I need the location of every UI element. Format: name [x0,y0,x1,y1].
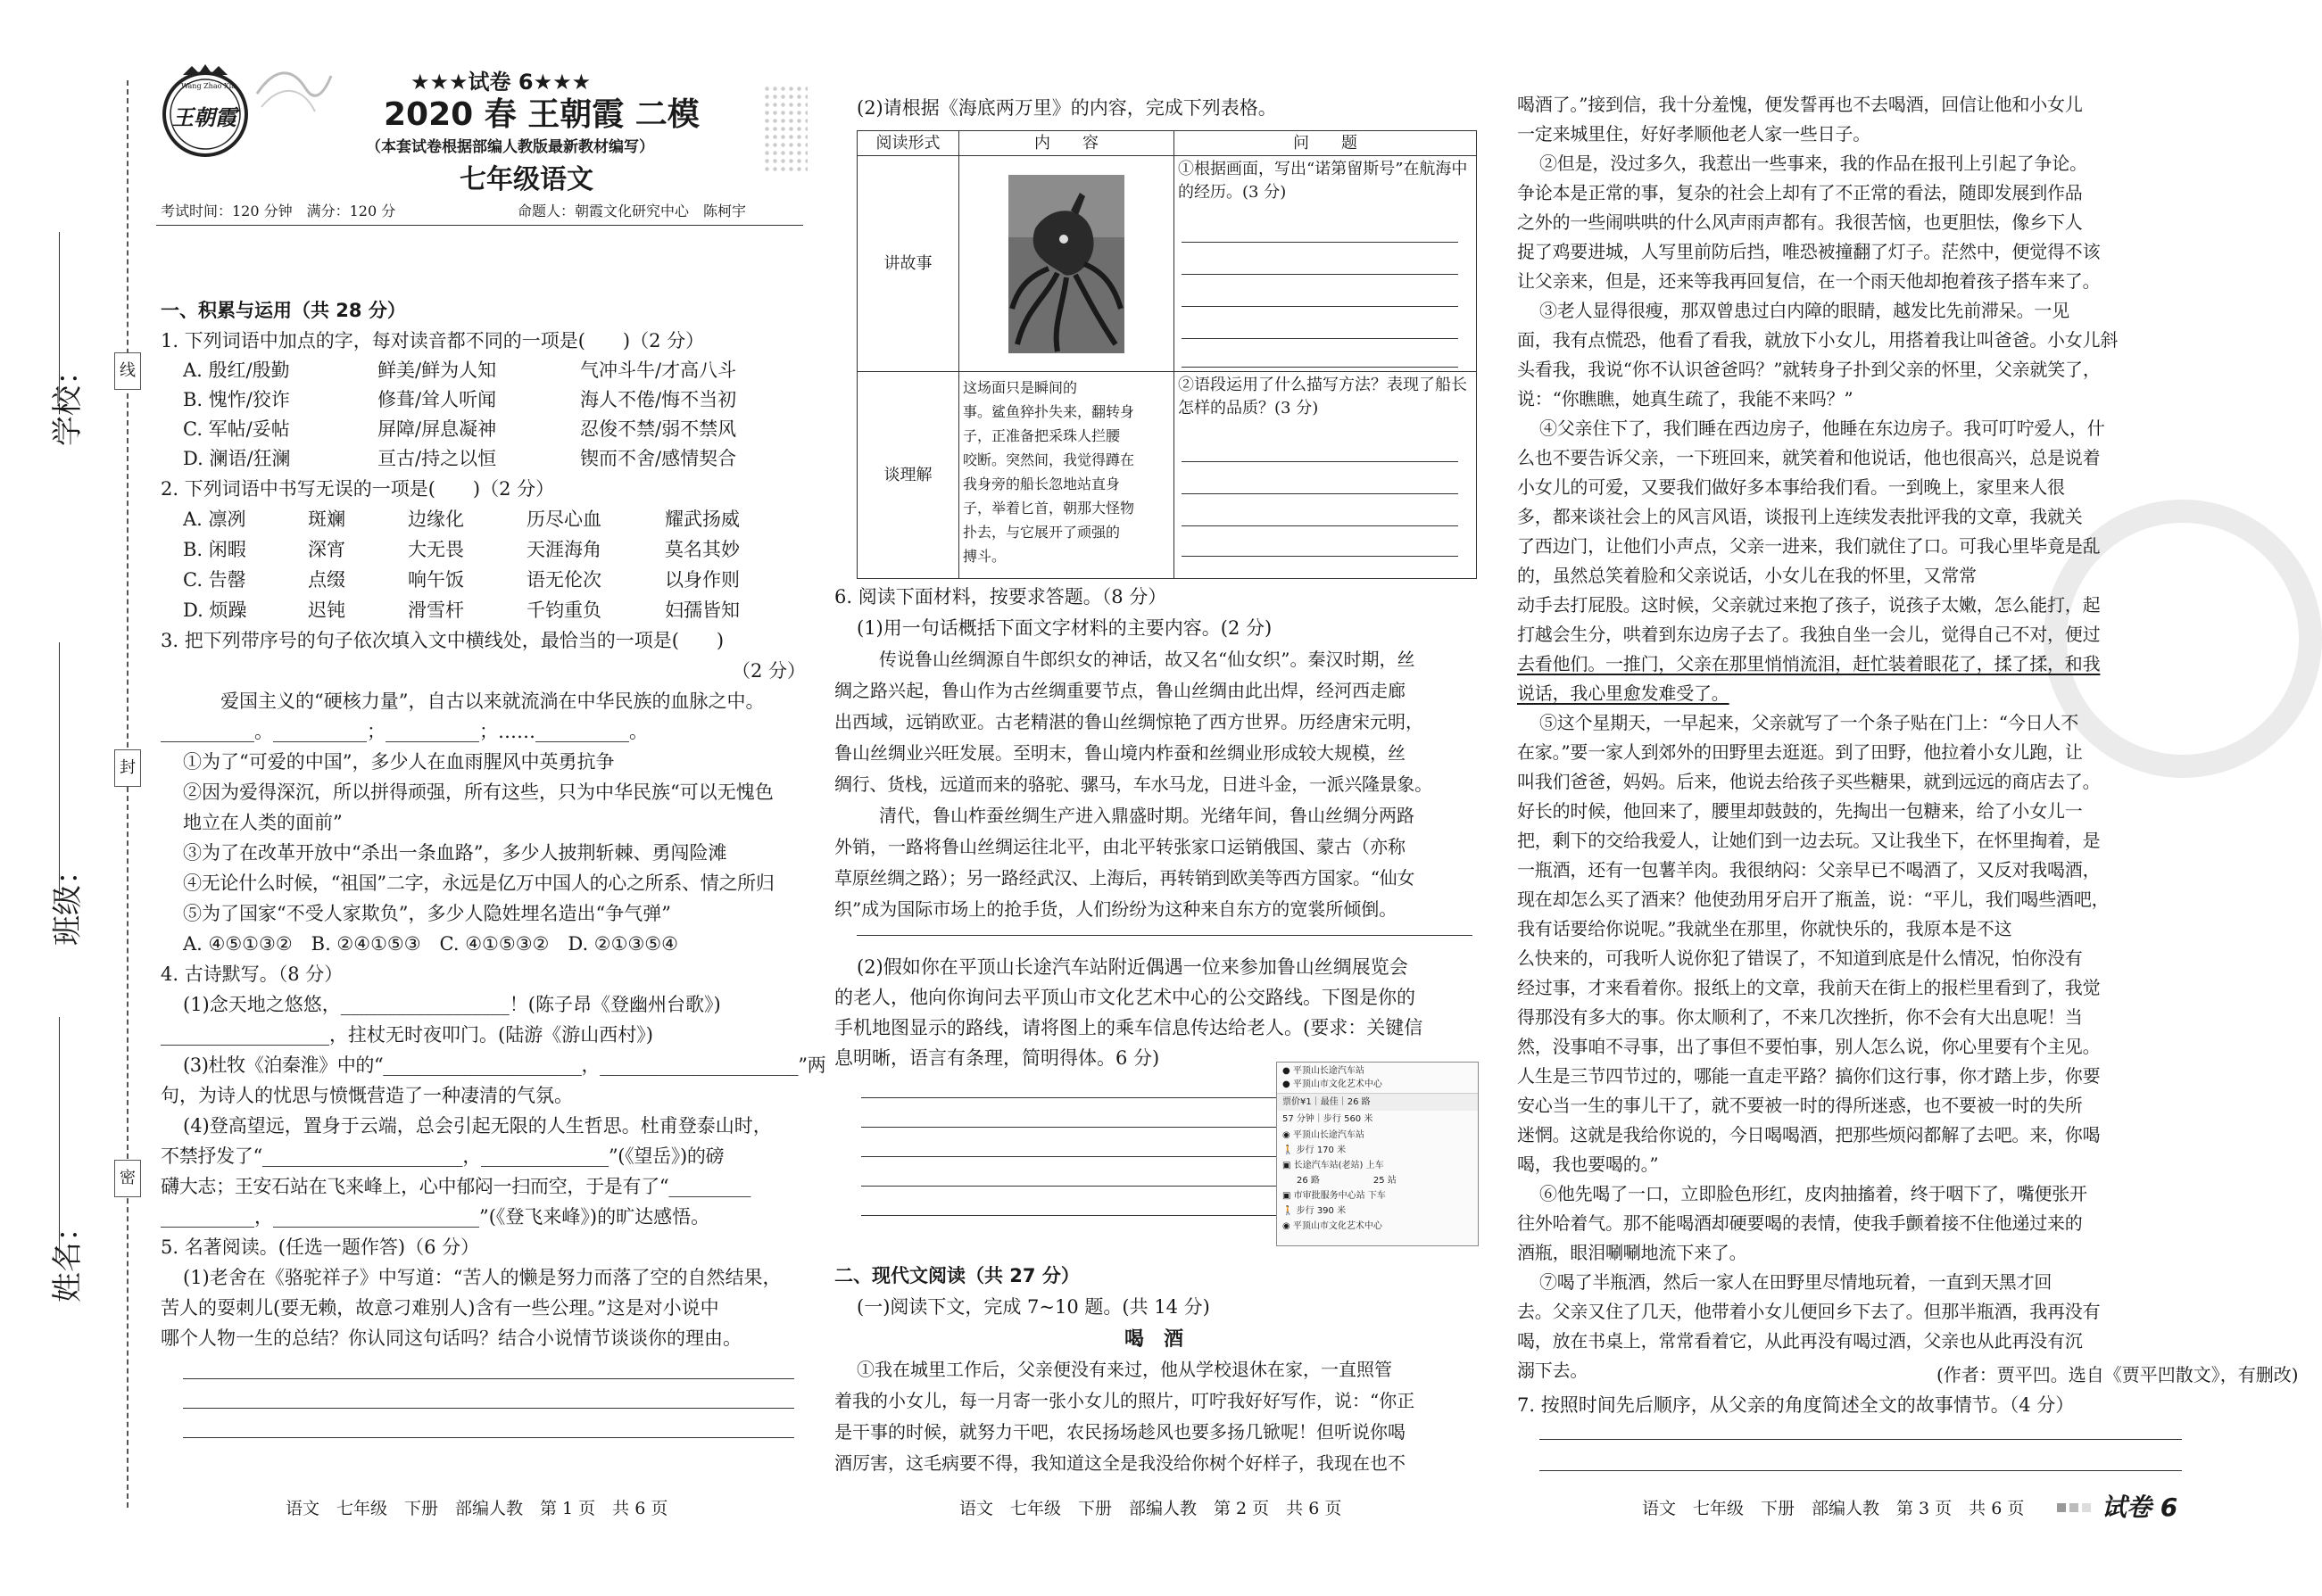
passage-line-4: 咬断。突然间，我觉得蹲在 [963,451,1135,468]
bus-stop-icon: ▣ [1282,1191,1294,1201]
q6-text-line-8: 草原丝绸之路）；另一路经武汉、上海后，再转销到欧美等西方国家。“仙女 [834,867,1415,889]
q6-text-line-6: 清代，鲁山柞蚕丝绸生产进入鼎盛时期。光绪年间，鲁山丝绸分两路 [879,805,1414,826]
q5-2-prompt: (2)请根据《海底两万里》的内容，完成下列表格。 [857,97,1277,119]
story-answer-line-4[interactable] [1182,338,1458,339]
question-1: 1. 下列词语中加点的字，每对读音都不同的一项是( )（2 分） [161,330,705,351]
essay-line: 迷惘。这就是我给你说的，今日喝喝酒，把那些烦闷都解了去吧。来，你喝 [1517,1124,2101,1145]
q7-answer-line-2[interactable] [1539,1470,2182,1471]
q6-2-line-1: (2)假如你在平顶山长途汽车站附近偶遇一位来参加鲁山丝绸展览会 [857,956,1408,978]
giant-squid-illustration [1008,175,1124,353]
understand-answer-line-1[interactable] [1182,461,1458,462]
essay-line: 让父亲来，但是，还来等我再回复信，在一个雨天他却抱着孩子搭车来了。 [1517,270,2101,292]
q6-2-answer-line-3[interactable] [861,1156,1281,1157]
q1-option-d-3: 锲而不舍/感情契合 [580,448,737,469]
understand-answer-line-3[interactable] [1182,525,1458,526]
question-2: 2. 下列词语中书写无误的一项是( )（2 分） [161,478,555,500]
exam-info: 考试时间：120 分钟 满分：120 分 [161,203,396,219]
q6-text-line-9: 织”成为国际市场上的抢手货，人们纷纷为这种来自东方的宽裳所倾倒。 [834,898,1397,920]
passage-line-2: 事。鲨鱼猝扑失来，翻转身 [963,403,1135,420]
reading-1-heading: (一)阅读下文，完成 7~10 题。(共 14 分) [857,1296,1210,1318]
q5-1c: 哪个人物一生的总结？你认同这句话吗？结合小说情节谈谈你的理由。 [161,1327,742,1349]
reading-table [857,130,1477,579]
essay-line: 喝酒了。”接到信，我十分羞愧，便发誓再也不去喝酒，回信让他和小女儿 [1517,94,2083,115]
essay-line: 动手去打屁股。这时候，父亲就过来抱了孩子，说孩子太嫩，怎么能打，起 [1517,594,2101,616]
passage-line-5: 我身旁的船长忽地站直身 [963,475,1121,492]
essay-line: 面，我有点慌恐，他看了看我，就放下小女儿，用搭着我让叫爸爸。小女儿斜 [1517,329,2119,351]
map-to: 平顶山市文化艺术中心 [1292,1079,1382,1089]
q2-c-1[interactable]: C. 告罄 [183,569,246,591]
essay-line: 去看他们。一推门，父亲在那里悄悄流泪，赶忙装着眼花了，揉了揉，和我 [1517,653,2101,674]
q6-2-answer-line-4[interactable] [861,1186,1281,1187]
essay-line: 叫我们爸爸，妈妈。后来，他说去给孩子买些糖果，就到远远的商店去了。 [1517,771,2101,792]
q3-item-3: ③为了在改革开放中“杀出一条血路”，多少人披荆斩棘、勇闯险滩 [183,842,727,864]
page-1-footer: 语文 七年级 下册 部编人教 第 1 页 共 6 页 [286,1499,668,1518]
essay-line: 么也不要告诉父亲，一下班回来，就笑着和他说话，他也很高兴，总是说着 [1517,447,2101,468]
q2-a-4: 历尽心血 [527,509,601,530]
map-stop-1: 平顶山长途汽车站 [1292,1130,1364,1140]
paper-note: （本套试卷根据部编人教版最新教材编写） [366,138,654,156]
q3-lead: 爱国主义的“硬核力量”，自古以来就流淌在中华民族的血脉之中。 [220,690,765,712]
class-label: 班级： [50,855,86,946]
story-answer-line-5[interactable] [1182,367,1458,368]
essay-line: 多，都来谈社会上的风言风语，谈报刊上连续发表批评我的文章，我就关 [1517,506,2083,527]
essay-line: 头看我，我说“你不认识爸爸吗？”就转身子扑到父亲的怀里，父亲就笑了， [1517,359,2101,380]
essay-title: 喝 酒 [1124,1328,1184,1351]
q5-1b: 苦人的耍刺儿(要无赖，故意刁难别人)含有一些公理。”这是对小说中 [161,1297,719,1319]
page-2 [834,0,1486,1596]
essay-line: 溺下去。 [1517,1360,1588,1381]
essay-line: 喝，放在书桌上，常常看着它，从此再没有喝过酒，父亲也从此再没有沉 [1517,1330,2083,1352]
q2-d-3: 滑雪杆 [408,600,464,621]
q3-item-2: ②因为爱得深沉，所以拼得顽强，所有这些，只为中华民族“可以无愧色 [183,781,774,803]
essay-line: 捉了鸡要进城，人写里前防后挡，唯恐被撞翻了灯子。茫然中，便觉得不该 [1517,241,2101,262]
bus-icon: ▣ [1282,1161,1294,1170]
walk-icon: 🚶 [1282,1145,1297,1155]
q2-b-2: 深宵 [308,539,345,560]
binding-margin [0,0,143,1596]
page-3 [1517,0,2299,1596]
table-header-question: 问 题 [1174,131,1477,156]
q1-option-d-1[interactable]: D. 澜语/狂澜 [183,448,291,469]
map-from: 平顶山长途汽车站 [1292,1066,1364,1076]
essay-line: 现在却怎么买了酒来？他使劲用牙启开了瓶盖，说：“平儿，我们喝些酒吧， [1517,889,2110,910]
q4-4c[interactable]: 礴大志；王安石站在飞来峰上，心中郁闷一扫而空，于是有了“_________ [161,1176,751,1197]
q7-answer-line-1[interactable] [1539,1439,2182,1440]
subject-title: 七年级语文 [460,164,593,195]
q1-option-a-2: 鲜美/鲜为人知 [377,360,497,381]
badge-squares [2057,1499,2091,1516]
essay-line: 酒瓶，眼泪唰唰地流下来了。 [1517,1242,1747,1263]
logo-text: 王朝霞 [172,104,236,130]
map-destination: 平顶山市文化艺术中心 [1292,1221,1382,1231]
essay-line: 人生是三节四节过的，哪能一直走平路？搞你们这行事，你才踏上步，你要 [1517,1065,2101,1087]
map-fare: 票价¥1｜最佳｜26 路 [1277,1094,1478,1111]
q6-2-answer-line-1[interactable] [861,1097,1281,1098]
q1-option-c-1[interactable]: C. 军帖/妥帖 [183,418,290,440]
essay-line: 之外的一些闹哄哄的什么风声雨声都有。我很苦恼，也更胆怯，像乡下人 [1517,211,2083,233]
map-start-pin-icon: ◉ [1282,1130,1293,1140]
q6-text-line-5: 绸行、货栈，远道而来的骆驼、骡马，车水马龙，日进斗金，一派兴隆景象。 [834,773,1432,795]
map-origin-icon: ● [1282,1066,1293,1076]
q2-b-4: 天涯海角 [527,539,601,560]
q3-item-5: ⑤为了国家“不受人家欺负”，多少人隐姓埋名造出“争气弹” [183,903,671,924]
essay-line: 好长的时候，他回来了，腰里却鼓鼓的，先掏出一包糖来，给了小女儿一 [1517,800,2083,822]
q6-text-line-2: 绸之路兴起，鲁山作为古丝绸重要节点，鲁山丝绸由此出焊，经河西走廊 [834,680,1406,701]
q2-b-3: 大无畏 [408,539,464,560]
q4-1[interactable]: (1)念天地之悠悠，__________________！(陈子昂《登幽州台歌》) [183,994,721,1015]
question-4: 4. 古诗默写。（8 分） [161,963,344,985]
essay-line: 小女儿的可爱，又要我们做好多本事给我们看。一到晚上，家里来人很 [1517,476,2065,498]
class-field[interactable] [59,642,60,901]
q3-choices[interactable]: A. ④⑤①③② B. ②④①⑤③ C. ④①⑤③② D. ②①③⑤④ [183,933,678,955]
essay-line: 得那没有多大的事。你太顺利了，不来几次挫折，你不会有大出息呢！当 [1517,1006,2083,1028]
row-understanding-question-cell [1174,372,1477,579]
q6-2-answer-line-2[interactable] [861,1127,1281,1128]
essay-line: 了西边门，让他们小声点，父亲一进来，我们就住了口。可我心里毕竟是乱 [1517,535,2101,557]
essay-line: 安心当一生的事儿干了，就不要被一时的得所迷惑，也不要被一时的失所 [1517,1095,2083,1116]
essay-line: 争论本是正常的事，复杂的社会上却有了不正常的看法，随即发展到作品 [1517,182,2083,203]
map-alight: 市审批服务中心站 下车 [1293,1191,1386,1201]
q1-option-c-3: 忍俊不禁/弱不禁风 [580,418,737,440]
map-stop-count: 25 站 [1372,1176,1397,1186]
table-header-form: 阅读形式 [858,131,959,156]
q6-2-answer-line-5[interactable] [861,1215,1281,1216]
q2-c-2: 点缀 [308,569,345,591]
essay-line: 去。父亲又住了几天，他带着小女儿便回乡下去了。但那半瓶酒，我再没有 [1517,1301,2101,1322]
q1-option-a-3: 气冲斗牛/才高八斗 [580,360,737,381]
essay-line: 一瓶酒，还有一包薯羊肉。我很纳闷：父亲早已不喝酒了，又反对我喝酒， [1517,859,2101,881]
q5-answer-line-3[interactable] [183,1437,794,1438]
q1-option-d-2: 亘古/持之以恒 [377,448,497,469]
q6-2-line-3: 手机地图显示的路线，请将图上的乘车信息传达给老人。(要求：关键信 [834,1017,1423,1038]
name-field[interactable] [59,1017,60,1258]
essay-line: 经过事，才来看着你。报纸上的文章，我前天在街上的报栏里看到了，我觉 [1517,977,2101,998]
essay-line: ⑦喝了半瓶酒，然后一家人在田野里尽情地玩着，一直到天黑才回 [1539,1271,2052,1293]
essay-line: 喝，我也要喝的。” [1517,1154,1659,1175]
q2-b-1[interactable]: B. 闲暇 [183,539,246,560]
seal-mark-seal: 封 [114,749,141,787]
q6-1-answer-line[interactable] [857,935,1472,936]
q1-option-a-1[interactable]: A. 殷红/殷勤 [183,360,290,381]
essay-line: 我有话要给你说呢。”我就坐在那里，你就快乐的，我原本是不这 [1517,918,2012,939]
q2-b-5: 莫名其妙 [665,539,740,560]
passage-line-6: 子，举着匕首，朝那大怪物 [963,500,1135,517]
q2-c-3: 响午饭 [408,569,464,591]
school-label: 学校： [50,355,86,446]
map-walk-1: 步行 170 米 [1296,1145,1347,1155]
essay-line: ②但是，没过多久，我惹出一些事来，我的作品在报刊上引起了争论。 [1539,153,2087,174]
map-board: 长途汽车站(老站) 上车 [1293,1161,1384,1170]
question-5: 5. 名著阅读。(任选一题作答)（6 分） [161,1236,480,1258]
essay-line: 说话，我心里愈发难受了。 [1517,682,1729,704]
q1-option-b-3: 海人不倦/悔不当初 [580,389,737,410]
walk-icon-2: 🚶 [1282,1206,1297,1216]
q2-a-3: 边缘化 [408,509,464,530]
essay-line: 说：“你瞧瞧，她真生疏了，我能不来吗？” [1517,388,1853,409]
q6-text-line-1: 传说鲁山丝绸源自牛郎织女的神话，故又名“仙女织”。秦汉时期，丝 [879,649,1415,670]
essay-line: 一定来城里住，好好孝顺他老人家一些日子。 [1517,123,1870,145]
decorative-ribbon [253,58,333,120]
q3-blanks[interactable]: __________。__________；__________；……__________。 [161,721,648,742]
passage-line-7: 扑去，与它展开了顽强的 [963,524,1121,541]
page-3-footer: 语文 七年级 下册 部编人教 第 3 页 共 6 页 [1642,1499,2025,1518]
q5-answer-line-2[interactable] [183,1408,794,1409]
map-end-pin-icon: ◉ [1282,1221,1293,1231]
q4-4b[interactable]: 不禁抒发了“______________________，______________”(《望岳》)的磅 [161,1145,725,1167]
row-understanding-content [959,372,1174,579]
essay-p1-line-3: 是干事的时候，就努力干吧，农民扬场趁风也要多扬几锨呢！但听说你喝 [834,1421,1406,1443]
q6-2-line-4: 息明晰，语言有条理，简明得体。6 分) [834,1047,1160,1069]
q3-score: （2 分） [732,660,807,682]
row-storytelling-label: 讲故事 [858,156,959,372]
q2-a-5: 耀武扬威 [665,509,740,530]
binding-dashed-line [127,80,129,1508]
header-rule [156,225,803,226]
q3-item-1: ①为了“可爱的中国”，多少人在血雨腥风中英勇抗争 [183,751,615,773]
logo [156,62,254,161]
question-7: 7. 按照时间先后顺序，从父亲的角度简述全文的故事情节。（4 分） [1517,1394,2075,1416]
essay-p1-line-4: 酒厉害，这毛病要不得，我知道这全是我没给你树个好样子，我现在也不 [834,1452,1406,1474]
q3-item-4: ④无论什么时候，“祖国”二字，永远是亿万中国人的心之所系、情之所归 [183,872,775,894]
q2-a-1[interactable]: A. 凛冽 [183,509,246,530]
story-answer-line-1[interactable] [1182,242,1458,243]
route-map [1276,1062,1479,1246]
paper-tag: ★★★试卷 6★★★ [410,70,592,95]
essay-line: 么快来的，可我听人说你犯了错误了，不知道到底是什么情况，怕你没有 [1517,947,2083,969]
q1-option-b-2: 修葺/耸人听闻 [377,389,497,410]
q3-item-2b: 地立在人类的面前” [183,812,343,833]
essay-line: 的，虽然总笑着脸和父亲说话，小女儿在我的怀里，又常常 [1517,565,1977,586]
essay-line: 把，剩下的交给我爱人，让她们到一边去玩。又让我坐下，在怀里掏着，是 [1517,830,2101,851]
understand-answer-line-2[interactable] [1182,493,1458,494]
page-1 [147,0,826,1596]
q2-c-4: 语无伦次 [527,569,601,591]
passage-line-1: 这场面只是瞬间的 [963,379,1078,396]
q6-2-line-2: 的老人，他向你询问去平顶山市文化艺术中心的公交路线。下图是你的 [834,987,1415,1008]
map-dest-icon: ● [1282,1079,1293,1089]
seal-mark-secret: 密 [114,1160,141,1197]
essay-line: ④父亲住下了，我们睡在西边房子，他睡在东边房子。我可叮咛爱人，什 [1539,418,2105,439]
seal-mark-line: 线 [114,352,141,390]
illustration-cell [959,156,1174,372]
essay-p1-line-2: 着我的小女儿，每一月寄一张小女儿的照片，叮咛我好好写作，说：“你正 [834,1390,1415,1411]
q1-option-b-1[interactable]: B. 愧怍/狡诈 [183,389,290,410]
exam-author: 命题人：朝霞文化研究中心 陈柯宇 [518,203,747,219]
q4-2[interactable]: __________________，拄杖无时夜叩门。(陆游《游山西村》) [161,1024,653,1046]
q4-3a[interactable]: (3)杜牧《泊秦淮》中的“______________________，______________________”两 [183,1054,826,1076]
paper-title: 2020 春 王朝霞 二模 [384,96,700,133]
school-field[interactable] [59,232,60,401]
q4-4d[interactable]: __________，______________________”(《登飞来峰》)的旷达感悟。 [161,1206,710,1228]
understand-answer-line-4[interactable] [1182,556,1458,557]
essay-line: 打越会生分，哄着到东边房子去了。我独自坐一会儿，觉得自己不对，便过 [1517,624,2101,645]
paper-badge: 试卷 6 [2102,1493,2178,1522]
essay-line: 往外哈着气。那不能喝酒却硬要喝的表情，使我手颤着接不住他递过来的 [1517,1212,2083,1234]
question-3: 3. 把下列带序号的句子依次填入文中横线处，最恰当的一项是( ) [161,630,725,651]
table-header-content: 内 容 [959,131,1174,156]
passage-line-3: 子，正准备把采珠人拦腰 [963,427,1121,444]
q2-c-5: 以身作则 [665,569,740,591]
q6-text-line-7: 外销，一路将鲁山丝绸运往北平，由北平转张家口运销俄国、蒙古（亦称 [834,836,1406,857]
row-understanding-question: ②语段运用了什么描写方法？表现了船长怎样的品质？(3 分) [1178,376,1467,418]
q2-d-1[interactable]: D. 烦躁 [183,600,247,621]
essay-line: ③老人显得很瘦，那双曾患过白内障的眼睛，越发比先前滞呆。一见 [1539,300,2069,321]
essay-line: ⑥他先喝了一口，立即脸色形红，皮肉抽搐着，终于咽下了，嘴便张开 [1539,1183,2087,1204]
row-understanding-label: 谈理解 [858,372,959,579]
q2-d-2: 迟钝 [308,600,345,621]
q6-text-line-4: 鲁山丝绸业兴旺发展。至明末，鲁山境内柞蚕和丝绸业形成较大规模，丝 [834,742,1406,764]
q1-option-c-2: 屏障/屏息凝神 [377,418,497,440]
essay-line: 然，没事咱不寻事，出了事但不要怕事，别人怎么说，你心里要有个主见。 [1517,1036,2101,1057]
row-storytelling-question: ①根据画面，写出“诺第留斯号”在航海中的经历。(3 分) [1178,160,1468,202]
story-answer-line-2[interactable] [1182,274,1458,275]
name-label: 姓名： [50,1211,86,1302]
q5-1a: (1)老舍在《骆驼祥子》中写道：“苦人的懒是努力而落了空的自然结果， [183,1267,782,1288]
q2-d-4: 千钧重负 [527,600,601,621]
map-walk-2: 步行 390 米 [1296,1206,1347,1216]
passage-line-8: 搏斗。 [963,548,1007,565]
section-2-heading: 二、现代文阅读（共 27 分） [834,1265,1080,1286]
question-6: 6. 阅读下面材料，按要求答题。（8 分） [834,586,1167,608]
q6-1: (1)用一句话概括下面文字材料的主要内容。(2 分) [857,617,1273,639]
section-1-heading: 一、积累与运用（共 28 分） [161,300,406,321]
q2-d-5: 妇孺皆知 [665,600,740,621]
q4-3b: 句，为诗人的忧思与愤慨营造了一种凄清的气氛。 [161,1085,573,1106]
q5-answer-line-1[interactable] [183,1378,794,1379]
dot-pattern [763,85,808,174]
essay-line: 在家。”要一家人到郊外的田野里去逛逛。到了田野，他拉着小女儿跑，让 [1517,741,2083,763]
q4-4a: (4)登高望远，置身于云端，总会引起无限的人生哲思。杜甫登泰山时， [183,1115,772,1137]
essay-line: ⑤这个星期天，一早起来，父亲就写了一个条子贴在门上：“今日人不 [1539,712,2079,733]
q6-text-line-3: 出西域，远销欧亚。古老精湛的鲁山丝绸惊艳了西方世界。历经唐宋元明， [834,711,1423,732]
map-bus-line: 26 路 [1297,1176,1320,1186]
essay-credit: (作者：贾平凹。选自《贾平凹散文》，有删改) [1936,1364,2299,1385]
story-answer-line-3[interactable] [1182,306,1458,307]
map-summary: 57 分钟｜步行 560 米 [1282,1114,1373,1124]
page-2-footer: 语文 七年级 下册 部编人教 第 2 页 共 6 页 [959,1499,1342,1518]
logo-subtext: Wang Zhao Xia [181,82,236,90]
q2-a-2: 斑斓 [308,509,345,530]
row-storytelling-question-cell [1174,156,1477,372]
essay-p1-line-1: ①我在城里工作后，父亲便没有来过，他从学校退休在家，一直照管 [857,1359,1392,1380]
